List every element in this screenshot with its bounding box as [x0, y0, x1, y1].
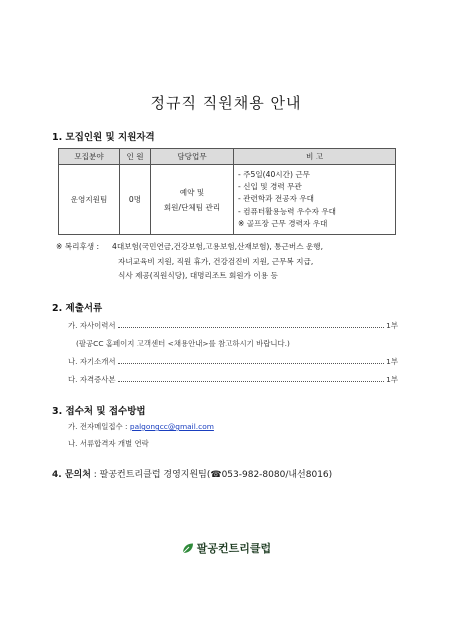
- cell-duty: [151, 165, 234, 235]
- welfare-block: [56, 240, 323, 284]
- email-link[interactable]: palgongcc@gmail.com: [129, 422, 214, 431]
- page-title: 정규직 직원채용 안내: [150, 94, 302, 112]
- doc-item-label: 나. 자기소개서: [68, 357, 116, 366]
- note-item: - 컴퓨터활용능력 우수자 우대: [238, 206, 337, 216]
- doc-item-cover-letter: [68, 356, 398, 367]
- duty-line: 예약 및: [179, 187, 205, 197]
- application-email-row: [68, 421, 214, 432]
- section-heading-application: 3. 접수처 및 접수방법: [52, 406, 146, 417]
- doc-item-label: 다. 자격증사본: [68, 375, 116, 384]
- note-item: - 관련학과 전공자 우대: [238, 194, 315, 204]
- application-contact-row: 나. 서류합격자 개별 연락: [68, 439, 149, 448]
- cell-count: 0명: [120, 165, 151, 235]
- section-heading-recruitment: 1. 모집인원 및 지원자격: [52, 132, 155, 143]
- doc-item-label: 가. 자사이력서: [68, 321, 116, 330]
- table-header-row: [59, 149, 396, 165]
- dot-leader: [118, 363, 385, 364]
- doc-item-count: 1부: [386, 321, 398, 330]
- dot-leader: [118, 327, 385, 328]
- inquiry-line: [52, 467, 332, 480]
- cell-notes: [234, 165, 396, 235]
- cell-field: 운영지원팀: [59, 165, 120, 235]
- inquiry-label: 4. 문의처: [52, 470, 91, 480]
- leaf-icon: [181, 542, 194, 555]
- header-count: 인 원: [120, 149, 151, 165]
- dot-leader: [118, 381, 385, 382]
- header-notes: 비 고: [234, 149, 396, 165]
- welfare-line: 식사 제공(직원식당), 대명리조트 회원가 이용 등: [118, 271, 278, 280]
- note-item: - 주5일(40시간) 근무: [238, 169, 310, 179]
- welfare-label: ※ 복리후생 :: [56, 242, 100, 251]
- welfare-line: 자녀교육비 지원, 직원 휴가, 건강검진비 지원, 근무복 지급,: [118, 256, 314, 266]
- club-logo: [0, 540, 452, 556]
- note-item: ※ 골프장 근무 경력자 우대: [238, 218, 328, 228]
- note-item: - 신입 및 경력 무관: [238, 182, 302, 192]
- welfare-line: 4대보험(국민연금,건강보험,고용보험,산재보험), 통근버스 운행,: [112, 242, 324, 251]
- doc-item-resume: [68, 320, 398, 331]
- logo-text: 팔공컨트리클럽: [196, 542, 272, 555]
- table-row: [59, 165, 396, 235]
- recruitment-table: [58, 148, 396, 235]
- doc-item-certificates: [68, 374, 398, 385]
- header-duty: 담당업무: [151, 149, 234, 165]
- inquiry-text: : 팔공컨트리클럽 경영지원팀(☎053-982-8080/내선8016): [90, 470, 333, 480]
- section-heading-documents: 2. 제출서류: [52, 303, 103, 314]
- doc-item-count: 1부: [386, 357, 398, 366]
- duty-line: 회원/단체팀 관리: [163, 202, 221, 212]
- email-label: 가. 전자메일접수 :: [68, 422, 130, 431]
- doc-item-count: 1부: [386, 375, 398, 384]
- header-field: 모집분야: [59, 149, 120, 165]
- doc-note: (팔공CC 홈페이지 고객센터 <채용안내>를 참고하시기 바랍니다.): [76, 339, 290, 348]
